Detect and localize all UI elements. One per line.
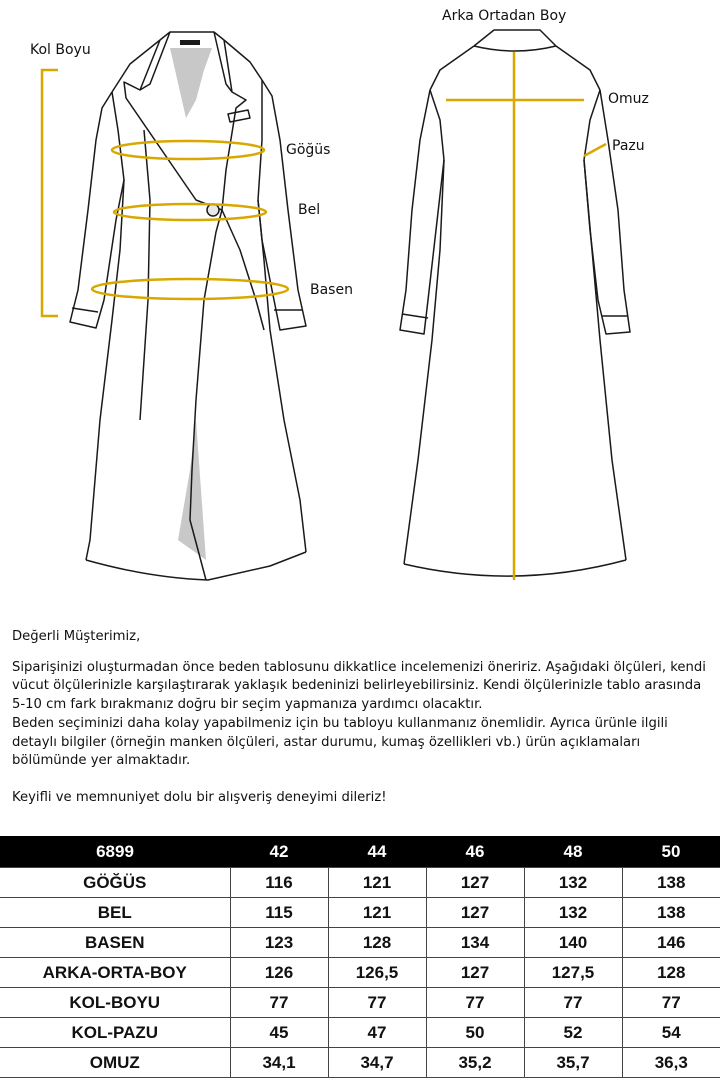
table-cell: 47 (328, 1018, 426, 1048)
table-cell: 77 (622, 988, 720, 1018)
message-greeting: Değerli Müşterimiz, (12, 629, 141, 644)
table-cell: 132 (524, 868, 622, 898)
table-cell: 127 (426, 868, 524, 898)
size-header: 50 (622, 836, 720, 868)
gogus-measure-line (112, 141, 264, 159)
measurement-name-cell: KOL-BOYU (0, 988, 230, 1018)
measurement-name-cell: GÖĞÜS (0, 868, 230, 898)
table-cell: 34,7 (328, 1048, 426, 1078)
pazu-label: Pazu (612, 138, 645, 154)
measurement-name-cell: BEL (0, 898, 230, 928)
kol-boyu-measure-bracket (42, 70, 58, 316)
table-cell: 77 (328, 988, 426, 1018)
table-cell: 45 (230, 1018, 328, 1048)
table-cell: 36,3 (622, 1048, 720, 1078)
table-cell: 121 (328, 898, 426, 928)
table-row (0, 958, 720, 988)
table-row (0, 898, 720, 928)
table-cell: 77 (524, 988, 622, 1018)
table-cell: 77 (426, 988, 524, 1018)
table-row (0, 868, 720, 898)
back-measure-lines (446, 52, 606, 580)
message-paragraph-2: Beden seçiminizi daha kolay yapabilmeniz için bu tabloyu kullanmanız önemlidir. Ayrıca ürünle ilgili detaylı bilgiler (örneğin manken ölçüleri, astar durumu, kumaş özellikleri vb.) ürün açıklamaları bölümünde yer almaktadır. (12, 715, 668, 769)
table-cell: 138 (622, 898, 720, 928)
table-cell: 138 (622, 868, 720, 898)
table-cell: 121 (328, 868, 426, 898)
product-code-header: 6899 (0, 836, 230, 868)
table-cell: 35,2 (426, 1048, 524, 1078)
measurement-name-cell: OMUZ (0, 1048, 230, 1078)
customer-message (12, 628, 712, 808)
size-header: 46 (426, 836, 524, 868)
pazu-measure-line (584, 144, 606, 156)
table-cell: 77 (230, 988, 328, 1018)
arka-ortadan-boy-label: Arka Ortadan Boy (442, 8, 567, 24)
coat-front-view (70, 32, 306, 580)
table-cell: 134 (426, 928, 524, 958)
table-cell: 128 (622, 958, 720, 988)
measurement-name-cell: ARKA-ORTA-BOY (0, 958, 230, 988)
table-cell: 123 (230, 928, 328, 958)
measurement-name-cell: KOL-PAZU (0, 1018, 230, 1048)
message-closing: Keyifli ve memnuniyet dolu bir alışveriş deneyimi dileriz! (12, 789, 387, 805)
size-table-header-row (0, 836, 720, 868)
table-cell: 126 (230, 958, 328, 988)
measurement-name-cell: BASEN (0, 928, 230, 958)
table-cell: 35,7 (524, 1048, 622, 1078)
table-cell: 127,5 (524, 958, 622, 988)
table-cell: 54 (622, 1018, 720, 1048)
kol-boyu-label: Kol Boyu (30, 42, 91, 58)
bel-label: Bel (298, 202, 321, 218)
basen-measure-line (92, 279, 288, 299)
table-cell: 50 (426, 1018, 524, 1048)
table-cell: 115 (230, 898, 328, 928)
table-row (0, 1048, 720, 1078)
table-cell: 140 (524, 928, 622, 958)
table-cell: 128 (328, 928, 426, 958)
table-row (0, 988, 720, 1018)
size-header: 42 (230, 836, 328, 868)
table-row (0, 1018, 720, 1048)
table-cell: 146 (622, 928, 720, 958)
table-cell: 52 (524, 1018, 622, 1048)
omuz-label: Omuz (608, 91, 649, 107)
table-cell: 132 (524, 898, 622, 928)
bel-measure-line (114, 204, 266, 220)
table-cell: 126,5 (328, 958, 426, 988)
message-paragraph-1: Siparişinizi oluşturmadan önce beden tablosunu dikkatlice incelemenizi öneririz. Aşağıdaki ölçüleri, kendi vücut ölçülerinizle karşılaştırarak yaklaşık bedeninizi belirleyebilirsiniz. Kendi ölçülerinizle tablo arasında 5-10 cm fark bırakmanız doğru bir seçim yapmanıza yardımcı olacaktır. (12, 659, 706, 713)
basen-label: Basen (310, 282, 353, 298)
table-cell: 127 (426, 898, 524, 928)
table-cell: 116 (230, 868, 328, 898)
front-neck-lining (170, 48, 212, 118)
size-header: 48 (524, 836, 622, 868)
front-hem-lining (178, 420, 206, 560)
table-cell: 34,1 (230, 1048, 328, 1078)
table-cell: 127 (426, 958, 524, 988)
gogus-label: Göğüs (286, 142, 331, 158)
table-row (0, 928, 720, 958)
size-chart-table (0, 836, 720, 1078)
size-header: 44 (328, 836, 426, 868)
